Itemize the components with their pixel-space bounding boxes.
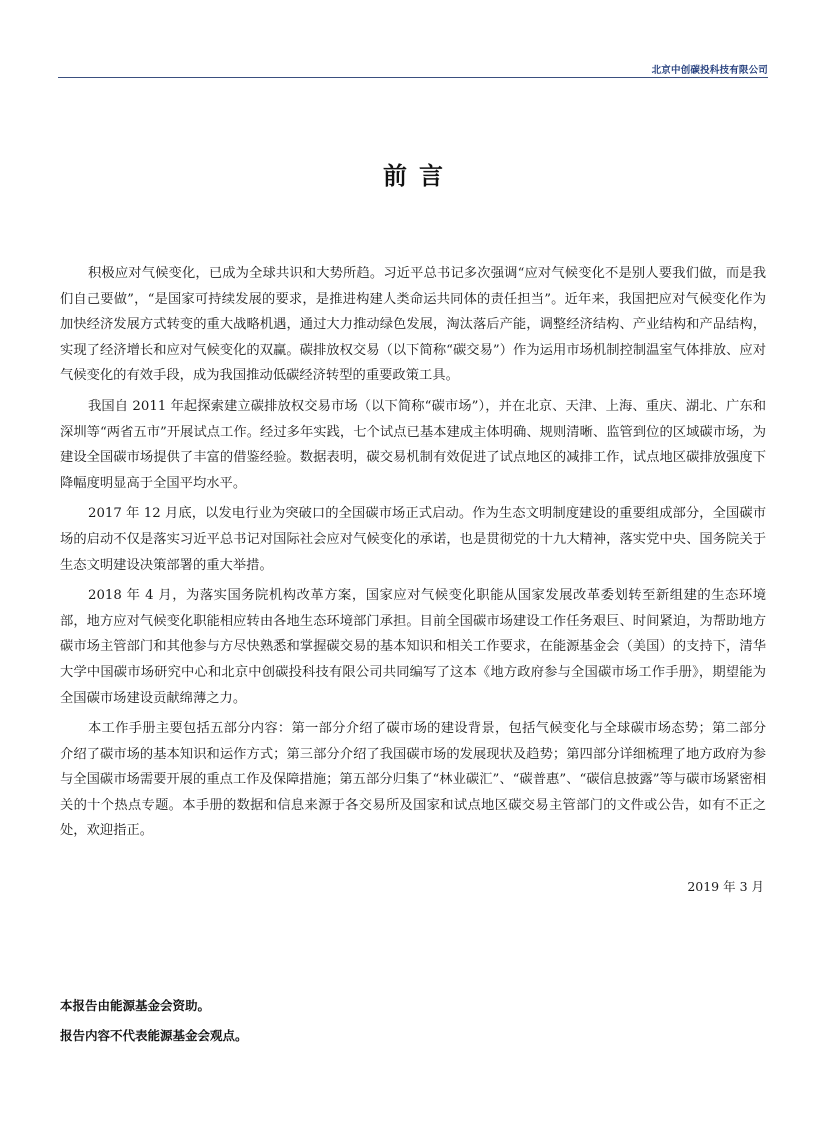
paragraph-3: 2017 年 12 月底，以发电行业为突破口的全国碳市场正式启动。作为生态文明制度建设的重要组成部分，全国碳市场的启动不仅是落实习近平总书记对国际社会应对气候变化的承诺，也是贯彻党的十九大精神，落实党中央、国务院关于生态文明建设决策部署的重大举措。: [60, 506, 766, 573]
header-company-name: 北京中创碳投科技有限公司: [651, 65, 768, 76]
paragraph-4: 2018 年 4 月，为落实国务院机构改革方案，国家应对气候变化职能从国家发展改革委划转至新组建的生态环境部，地方应对气候变化职能相应转由各地生态环境部门承担。目前全国碳市场建设工作任务艰巨、时间紧迫，为帮助地方碳市场主管部门和其他参与方尽快熟悉和掌握碳交易的基本知识和相关工作要求，在能源基金会（美国）的支持下，清华大学中国碳市场研究中心和北京中创碳投科技有限公司共同编写了这本《地方政府参与全国碳市场工作手册》，期望能为全国碳市场建设贡献绵薄之力。: [60, 588, 766, 706]
header-divider: [58, 77, 768, 78]
footer-notes: [60, 991, 248, 1051]
paragraph-1: 积极应对气候变化，已成为全球共识和大势所趋。习近平总书记多次强调“应对气候变化不是别人要我们做，而是我们自己要做”，“是国家可持续发展的要求，是推进构建人类命运共同体的责任担当”。近年来，我国把应对气候变化作为加快经济发展方式转变的重大战略机遇，通过大力推动绿色发展，淘汰落后产能，调整经济结构、产业结构和产品结构，实现了经济增长和应对气候变化的双赢。碳排放权交易（以下简称“碳交易”）作为运用市场机制控制温室气体排放、应对气候变化的有效手段，成为我国推动低碳经济转型的重要政策工具。: [60, 266, 766, 384]
paragraph-5: 本工作手册主要包括五部分内容：第一部分介绍了碳市场的建设背景，包括气候变化与全球碳市场态势；第二部分介绍了碳市场的基本知识和运作方式；第三部分介绍了我国碳市场的发展现状及趋势；第四部分详细梳理了地方政府为参与全国碳市场需要开展的重点工作及保障措施；第五部分归集了“林业碳汇”、“碳普惠”、“碳信息披露”等与碳市场紧密相关的十个热点专题。本手册的数据和信息来源于各交易所及国家和试点地区碳交易主管部门的文件或公告，如有不正之处，欢迎指正。: [60, 721, 766, 839]
preface-body: [60, 261, 766, 849]
paragraph-2: 我国自 2011 年起探索建立碳排放权交易市场（以下简称“碳市场”），并在北京、天津、上海、重庆、湖北、广东和深圳等“两省五市”开展试点工作。经过多年实践，七个试点已基本建成主体明确、规则清晰、监管到位的区域碳市场，为建设全国碳市场提供了丰富的借鉴经验。数据表明，碳交易机制有效促进了试点地区的减排工作，试点地区碳排放强度下降幅度明显高于全国平均水平。: [60, 398, 766, 491]
preface-date: 2019 年 3 月: [687, 879, 764, 894]
disclaimer-note: 报告内容不代表能源基金会观点。: [60, 1028, 248, 1043]
funding-note: 本报告由能源基金会资助。: [60, 998, 211, 1013]
page-title: 前言: [383, 162, 455, 190]
